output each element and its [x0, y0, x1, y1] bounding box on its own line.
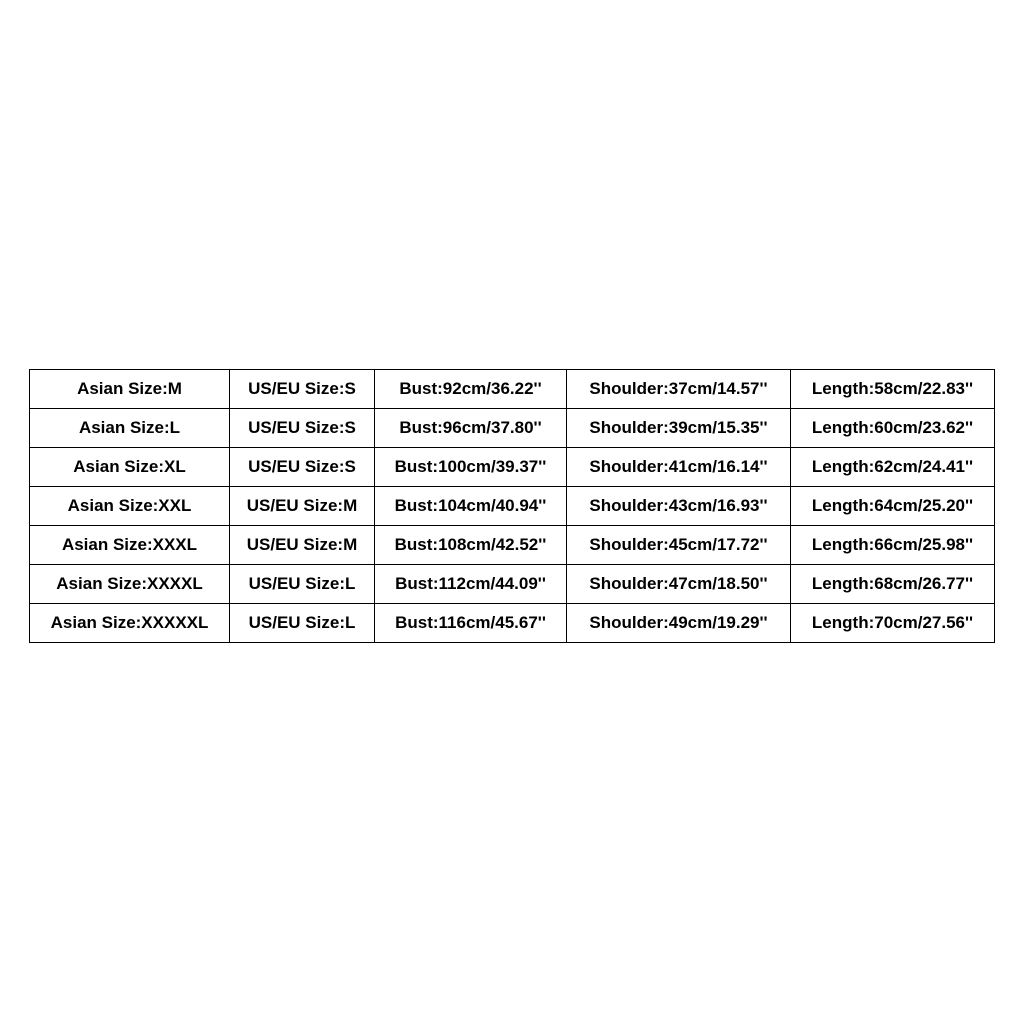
- table-row: [30, 487, 995, 526]
- asian-size-cell: Asian Size:XL: [30, 448, 230, 487]
- table-row: [30, 409, 995, 448]
- asian-size-cell: Asian Size:XXXXL: [30, 565, 230, 604]
- asian-size-cell: Asian Size:XXXXXL: [30, 604, 230, 643]
- shoulder-cell: Shoulder:45cm/17.72'': [567, 526, 791, 565]
- table-row: [30, 526, 995, 565]
- length-cell: Length:66cm/25.98'': [791, 526, 995, 565]
- asian-size-cell: Asian Size:XXL: [30, 487, 230, 526]
- us-eu-size-cell: US/EU Size:L: [230, 565, 375, 604]
- us-eu-size-cell: US/EU Size:M: [230, 526, 375, 565]
- length-cell: Length:58cm/22.83'': [791, 370, 995, 409]
- bust-cell: Bust:112cm/44.09'': [375, 565, 567, 604]
- table-row: [30, 604, 995, 643]
- asian-size-cell: Asian Size:XXXL: [30, 526, 230, 565]
- shoulder-cell: Shoulder:39cm/15.35'': [567, 409, 791, 448]
- length-cell: Length:68cm/26.77'': [791, 565, 995, 604]
- length-cell: Length:70cm/27.56'': [791, 604, 995, 643]
- table-row: [30, 565, 995, 604]
- length-cell: Length:60cm/23.62'': [791, 409, 995, 448]
- us-eu-size-cell: US/EU Size:S: [230, 409, 375, 448]
- shoulder-cell: Shoulder:37cm/14.57'': [567, 370, 791, 409]
- table-row: [30, 448, 995, 487]
- bust-cell: Bust:92cm/36.22'': [375, 370, 567, 409]
- us-eu-size-cell: US/EU Size:M: [230, 487, 375, 526]
- size-chart-table: [29, 369, 995, 643]
- shoulder-cell: Shoulder:41cm/16.14'': [567, 448, 791, 487]
- shoulder-cell: Shoulder:49cm/19.29'': [567, 604, 791, 643]
- shoulder-cell: Shoulder:47cm/18.50'': [567, 565, 791, 604]
- asian-size-cell: Asian Size:L: [30, 409, 230, 448]
- us-eu-size-cell: US/EU Size:L: [230, 604, 375, 643]
- shoulder-cell: Shoulder:43cm/16.93'': [567, 487, 791, 526]
- length-cell: Length:62cm/24.41'': [791, 448, 995, 487]
- asian-size-cell: Asian Size:M: [30, 370, 230, 409]
- bust-cell: Bust:100cm/39.37'': [375, 448, 567, 487]
- us-eu-size-cell: US/EU Size:S: [230, 370, 375, 409]
- bust-cell: Bust:104cm/40.94'': [375, 487, 567, 526]
- us-eu-size-cell: US/EU Size:S: [230, 448, 375, 487]
- bust-cell: Bust:108cm/42.52'': [375, 526, 567, 565]
- bust-cell: Bust:96cm/37.80'': [375, 409, 567, 448]
- bust-cell: Bust:116cm/45.67'': [375, 604, 567, 643]
- table-row: [30, 370, 995, 409]
- length-cell: Length:64cm/25.20'': [791, 487, 995, 526]
